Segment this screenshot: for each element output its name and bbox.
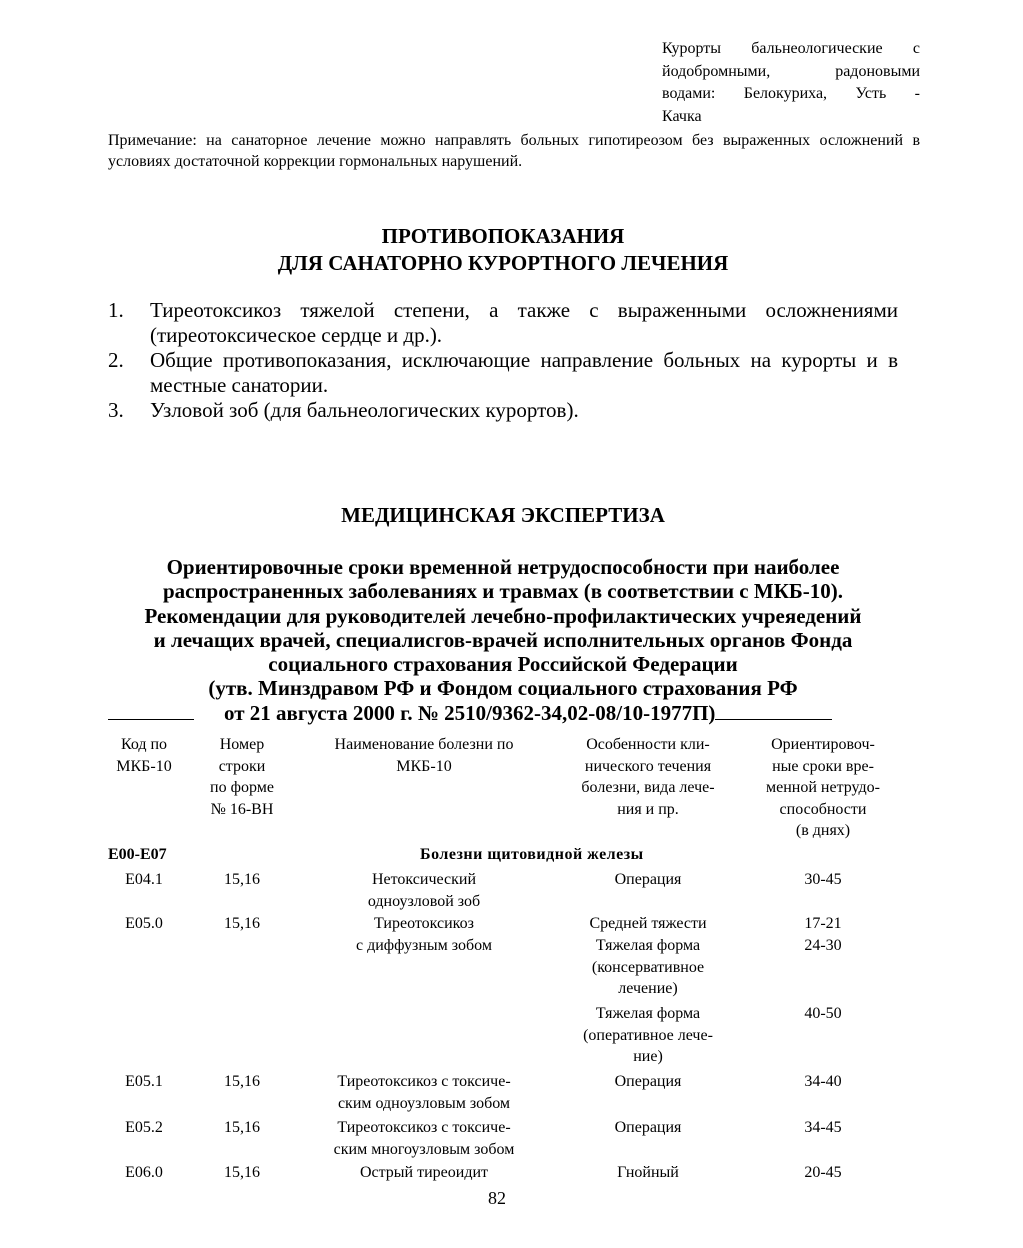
header-disease-name [308, 734, 540, 777]
contraindications-title-line: ДЛЯ САНАТОРНО КУРОРТНОГО ЛЕЧЕНИЯ [277, 251, 729, 275]
cell-days: 40-50 [804, 1005, 842, 1022]
list-item-number: 2. [108, 348, 124, 372]
contraindications-title-line: ПРОТИВОПОКАЗАНИЯ [381, 224, 625, 248]
header-text: № 16-ВН [210, 800, 274, 818]
cell-days: 24-30 [804, 937, 842, 954]
cell-disease-name [308, 869, 540, 912]
title-line: социального страхования Российской Федерации [268, 652, 738, 677]
cell-disease-name [308, 913, 540, 956]
title-line: распространенных заболеваниях и травмах (в соответствии с МКБ-10). [162, 579, 844, 604]
header-text: менной нетрудо- [765, 779, 880, 796]
cell-text: Тяжелая форма [595, 1005, 701, 1022]
cell-days: 34-45 [804, 1119, 842, 1136]
cell-text: Гнойный [617, 1164, 679, 1181]
header-text: способности [779, 800, 867, 818]
resorts-line: водами: Белокуриха, Усть - [662, 85, 920, 102]
header-text: (в днях) [795, 822, 851, 839]
resorts-line: йодобромными, радоновыми [662, 62, 920, 80]
cell-disease-name [308, 1162, 540, 1184]
cell-row-number: 15,16 [224, 1164, 260, 1181]
cell-text: Тиреотоксикоз с токсиче- [337, 1073, 511, 1090]
cell-text: Операция [614, 1073, 682, 1090]
header-text: Номер [219, 736, 265, 753]
cell-text: ние) [633, 1048, 663, 1065]
cell-text: Тиреотоксикоз [374, 915, 474, 932]
cell-features [558, 913, 738, 935]
section-code: E00-E07 [108, 846, 167, 863]
cell-text: одноузловой зоб [367, 892, 481, 910]
cell-days: 34-40 [804, 1073, 842, 1090]
cell-row-number: 15,16 [224, 1119, 260, 1136]
title-line: Рекомендации для руководителей лечебно-профилактических учреяедений [144, 603, 862, 628]
list-item-number: 1. [108, 298, 124, 322]
cell-row-number: 15,16 [224, 871, 260, 888]
resorts-line: Качка [662, 107, 702, 125]
list-item-text: Тиреотоксикоз тяжелой степени, а также с выраженными осложнениями (тиреотоксическое сердце и др.). [150, 298, 898, 347]
header-text: Наименование болезни по [334, 736, 514, 753]
cell-text: Операция [614, 871, 682, 888]
cell-days: 30-45 [804, 871, 842, 888]
underline-left [108, 701, 194, 720]
cell-text: (оперативное лече- [583, 1026, 713, 1044]
header-text: нического течения [584, 757, 712, 775]
cell-text: (консервативное [591, 958, 705, 976]
list-item-number: 3. [108, 398, 124, 422]
list-item [108, 298, 898, 348]
cell-disease-name [308, 1117, 540, 1160]
cell-text: Операция [614, 1119, 682, 1136]
cell-text: Тяжелая форма [595, 937, 701, 954]
header-code [108, 734, 180, 777]
cell-code: E05.2 [125, 1119, 163, 1136]
header-text: строки [218, 757, 266, 775]
cell-features [558, 1162, 738, 1184]
cell-text: Средней тяжести [589, 915, 707, 932]
cell-code: E05.1 [125, 1073, 163, 1090]
header-days [748, 734, 898, 842]
list-item [108, 398, 898, 423]
header-text: ния и пр. [617, 800, 679, 818]
expertise-heading: МЕДИЦИНСКАЯ ЭКСПЕРТИЗА [341, 503, 665, 527]
cell-features [558, 1003, 738, 1068]
cell-features [558, 935, 738, 1000]
cell-row-number: 15,16 [224, 915, 260, 932]
cell-code: E06.0 [125, 1164, 163, 1181]
list-item-text: Общие противопоказания, исключающие направление больных на курорты и в местные санатории. [150, 348, 898, 397]
note-paragraph: Примечание: на санаторное лечение можно направлять больных гипотиреозом без выраженных осложнений в условиях достаточной коррекции гормональных нарушений. [108, 132, 920, 170]
header-row-number [196, 734, 288, 820]
list-item [108, 348, 898, 398]
cell-text: лечение) [618, 980, 678, 997]
cell-text: ским многоузловым зобом [333, 1140, 515, 1158]
cell-code: E05.0 [125, 915, 163, 932]
cell-features [558, 1117, 738, 1139]
header-features [558, 734, 738, 820]
title-line: (утв. Минздравом РФ и Фондом социального страхования РФ [208, 676, 798, 701]
title-last-line [108, 701, 898, 725]
document-title [108, 555, 898, 725]
cell-disease-name [308, 1071, 540, 1114]
cell-text: ским одноузловым зобом [337, 1094, 511, 1112]
page-number: 82 [488, 1188, 506, 1208]
cell-text: Нетоксический [371, 871, 477, 888]
contraindications-heading [108, 223, 898, 277]
title-line: от 21 августа 2000 г. № 2510/9362-34,02-08/10-1977П) [224, 700, 716, 725]
header-text: Ориентировоч- [771, 736, 875, 753]
underline-right [715, 701, 832, 720]
cell-features [558, 1071, 738, 1093]
cell-row-number: 15,16 [224, 1073, 260, 1090]
contraindications-list [108, 298, 898, 423]
resorts-line: Курорты бальнеологические с [662, 40, 920, 57]
cell-code: E04.1 [125, 871, 163, 888]
header-text: МКБ-10 [116, 757, 172, 775]
cell-text: с диффузным зобом [356, 936, 492, 954]
section-title: Болезни щитовидной железы [420, 846, 644, 863]
cell-days: 17-21 [804, 915, 842, 932]
header-text: Особенности кли- [586, 736, 710, 753]
header-text: МКБ-10 [396, 757, 452, 775]
header-text: по форме [210, 779, 274, 796]
cell-text: Тиреотоксикоз с токсиче- [337, 1119, 511, 1136]
title-line: Ориентировочные сроки временной нетрудоспособности при наиболее [166, 555, 840, 579]
header-text: болезни, вида лече- [581, 779, 715, 796]
list-item-text: Узловой зоб (для бальнеологических курортов). [150, 398, 579, 422]
resorts-note [662, 38, 920, 128]
title-line: и лечащих врачей, специалисгов-врачей исполнительных органов Фонда [153, 627, 853, 652]
cell-features [558, 869, 738, 891]
header-text: Код по [120, 736, 168, 753]
header-text: ные сроки вре- [772, 757, 874, 775]
cell-days: 20-45 [804, 1164, 842, 1181]
cell-text: Острый тиреоидит [359, 1164, 489, 1181]
